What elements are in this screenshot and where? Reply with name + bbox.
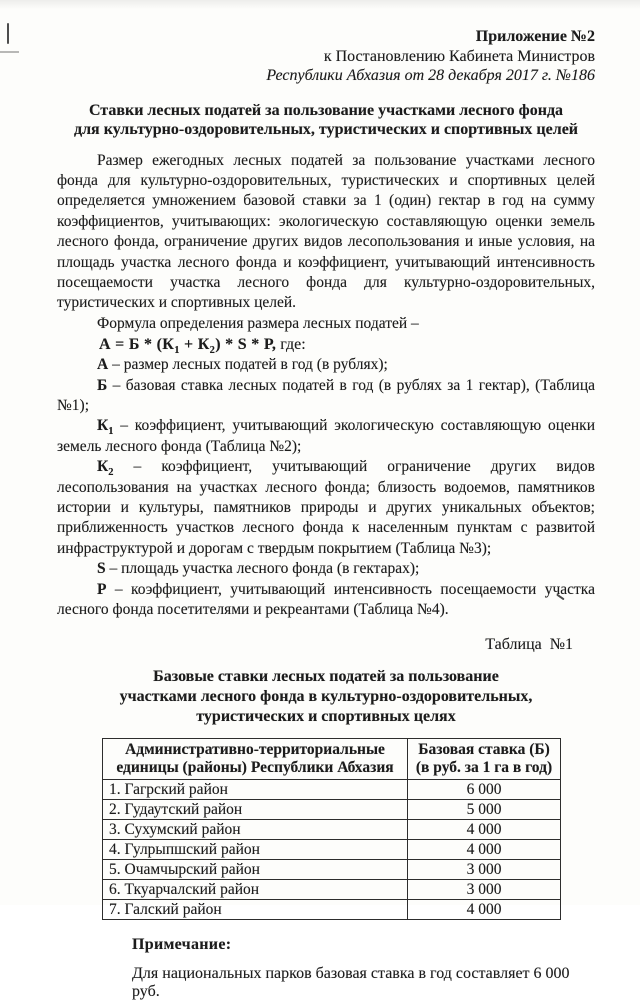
column-header-districts <box>103 739 408 780</box>
formula-part-3: ) * S * Р, <box>215 336 277 354</box>
district-cell: 1. Гагрский район <box>103 780 408 800</box>
table1-title <box>57 667 595 727</box>
definition-P <box>57 580 595 621</box>
intro-paragraph: Размер ежегодных лесных податей за пользование участками лесного фонда для культурно-оздоровительных, туристических и спортивных целей определяется умножением базовой ставки за 1 (один) гектар в год на сумму коэффициентов, учитывающих: экологическую составляющую оценки земель лесного фонда, ограничение других видов лесопользования и иные условия, на площадь участка лесного фонда и коэффициент, учитывающий интенсивность посещаемости участка лесного фонда для культурно-оздоровительных, туристических и спортивных целей. <box>57 151 595 312</box>
table-row <box>103 880 561 900</box>
table1-title-line-1: Базовые ставки лесных податей за пользование <box>153 668 499 686</box>
table-row <box>103 860 561 880</box>
formula-part-1: А = Б * (К <box>99 336 175 354</box>
definition-text: – коэффициент, учитывающий ограничение других видов лесопользования на участках лесного фонда; близость водоемов, памятников истории и культуры, памятников природы и других уникальных объектов; приближенность участков лесного фонда к населенным пунктам с развитой инфраструктурой и дорогам с твердым покрытием (Таблица №3); <box>57 458 595 557</box>
definition-S <box>57 559 595 579</box>
table1-title-line-2: участками лесного фонда в культурно-оздоровительных, <box>119 688 533 706</box>
formula <box>57 334 595 355</box>
column-header-rate-line1: Базовая ставка (Б) <box>418 741 550 759</box>
definition-term: $К_1$ <box>97 417 114 438</box>
definition-K2 <box>57 457 595 559</box>
title-line-2: для культурно-оздоровительных, туристических и спортивных целей <box>73 121 579 138</box>
note-section <box>132 936 595 1001</box>
scan-artifact-horizontal-mark <box>0 51 19 53</box>
column-header-districts-line2: единицы (районы) Республики Абхазия <box>116 759 394 777</box>
definition-B <box>57 376 595 417</box>
document-content <box>57 27 595 1001</box>
definition-term: Р <box>97 580 107 598</box>
district-cell: 7. Галский район <box>103 900 408 920</box>
definition-term: А <box>97 356 109 374</box>
formula-subscript-2: 2 <box>209 345 216 357</box>
appendix-number: Приложение №2 <box>475 28 595 45</box>
definition-text: – площадь участка лесного фонда (в гектарах); <box>105 560 420 578</box>
definition-text: – базовая ставка лесных податей в год (в рублях за 1 гектар), (Таблица №1); <box>57 376 595 414</box>
column-header-districts-line1: Административно-территориальные <box>125 741 385 759</box>
district-cell: 3. Сухумский район <box>103 820 408 840</box>
header-resolution-line: к Постановлению Кабинета Министров <box>323 47 595 65</box>
table1-label: Таблица №1 <box>485 636 573 654</box>
formula-bold-part <box>99 336 277 357</box>
formula-subscript-1: 1 <box>174 345 180 357</box>
definition-term: Б <box>97 376 108 394</box>
table-row <box>103 780 561 800</box>
table-row <box>103 840 561 860</box>
table-header-row <box>103 739 561 780</box>
rate-cell: 3 000 <box>408 880 561 900</box>
table-row <box>103 820 561 840</box>
title-line-1: Ставки лесных податей за пользование участками лесного фонда <box>88 101 564 119</box>
district-cell: 5. Очамчырский район <box>103 860 408 880</box>
district-cell: 4. Гулрыпшский район <box>103 840 408 860</box>
district-cell: 2. Гудаутский район <box>103 800 408 820</box>
table-row <box>103 800 561 820</box>
rate-cell: 5 000 <box>408 800 561 820</box>
table-row <box>103 900 561 920</box>
rate-cell: 4 000 <box>408 900 561 920</box>
formula-intro: Формула определения размера лесных податей – <box>97 314 419 332</box>
note-heading: Примечание: <box>132 936 232 954</box>
column-header-rate <box>408 739 561 780</box>
definition-K1 <box>57 416 595 457</box>
rate-cell: 4 000 <box>408 820 561 840</box>
definition-term: S <box>97 560 106 578</box>
base-rates-table <box>102 738 561 920</box>
definition-text: – коэффициент, учитывающий экологическую составляющую оценки земель лесного фонда (Таблица №2); <box>57 417 595 455</box>
definition-term: $К_2$ <box>97 458 114 479</box>
table1-title-line-3: туристических и спортивных целях <box>196 708 456 726</box>
document-title <box>57 101 595 140</box>
formula-part-2: + К <box>179 336 210 354</box>
note-text: Для национальных парков базовая ставка в год составляет 6 000 руб. <box>132 965 570 1001</box>
column-header-rate-line2: (в руб. за 1 га в год) <box>415 759 553 777</box>
rate-cell: 6 000 <box>408 780 561 800</box>
definition-A <box>57 355 595 375</box>
definition-text: – размер лесных податей в год (в рублях); <box>108 356 388 374</box>
rate-cell: 4 000 <box>408 840 561 860</box>
header-date-line: Республики Абхазия от 28 декабря 2017 г. №186 <box>266 67 595 84</box>
formula-suffix: где: <box>276 336 306 354</box>
definition-text: – коэффициент, учитывающий интенсивность посещаемости участка лесного фонда посетителями и рекреантами (Таблица №4). <box>57 580 595 619</box>
document-header <box>57 27 595 86</box>
district-cell: 6. Ткуарчалский район <box>103 880 408 900</box>
rate-cell: 3 000 <box>408 860 561 880</box>
scan-artifact-vertical-mark <box>7 23 9 44</box>
